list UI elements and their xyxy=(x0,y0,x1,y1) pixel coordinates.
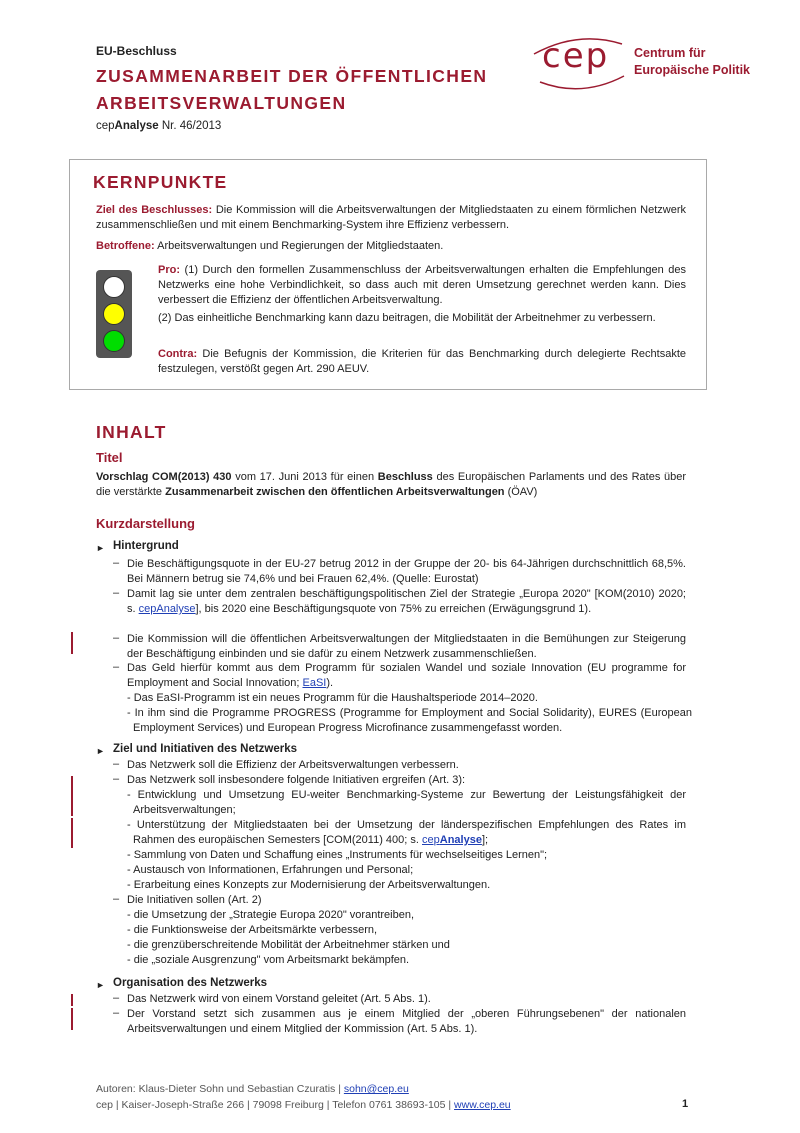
traffic-light-middle-icon xyxy=(103,303,125,325)
kurzdarstellung-heading: Kurzdarstellung xyxy=(96,516,195,531)
sub-list-item: - Austausch von Informationen, Erfahrungen und Personal; xyxy=(127,864,414,876)
sub-list-item: - die „soziale Ausgrenzung" vom Arbeitsmarkt bekämpfen. xyxy=(127,954,410,966)
titel-beschluss: Beschluss xyxy=(377,471,433,483)
footer-address xyxy=(96,1099,511,1111)
list-item: Die Kommission will die öffentlichen Arbeitsverwaltungen der Mitgliedstaaten in die Bemühungen zur Steigerung der Beschäftigung einbinden und sie dafür zu einem Netzwerk zusammenschließen. xyxy=(127,633,686,660)
dash-icon: – xyxy=(113,632,120,644)
bullet-arrow-icon: ► xyxy=(96,746,105,756)
list-item: Das Netzwerk soll die Effizienz der Arbeitsverwaltungen verbessern. xyxy=(127,759,459,771)
footer-email-link[interactable]: sohn@cep.eu xyxy=(343,1083,409,1095)
list-item-text: ). xyxy=(326,677,334,689)
titel-proposal: Vorschlag COM(2013) 430 xyxy=(96,471,232,483)
bullet-arrow-icon: ► xyxy=(96,543,105,553)
cepanalyse-link[interactable]: cepAnalyse xyxy=(422,834,482,846)
sub-list-item: - die Funktionsweise der Arbeitsmärkte verbessern, xyxy=(127,924,378,936)
betroffene-paragraph xyxy=(96,239,686,254)
ziel-text: Die Kommission will die Arbeitsverwaltungen der Mitgliedstaaten zu einem förmlichen Netzwerk zusammenschließen und mit einem Benchmarking-System ihre Effizienz verbessern. xyxy=(96,204,686,231)
list-item: Der Vorstand setzt sich zusammen aus je einem Mitglied der „oberen Führungsebenen" der nationalen Arbeitsverwaltungen und einem Mitglied der Kommission (Art. 5 Abs. 1). xyxy=(127,1008,686,1035)
bullet-arrow-icon: ► xyxy=(96,980,105,990)
section-ziel-title: Ziel und Initiativen des Netzwerks xyxy=(113,743,298,755)
easi-link[interactable]: EaSI xyxy=(302,677,327,689)
betroffene-text: Arbeitsverwaltungen und Regierungen der Mitgliedstaaten. xyxy=(154,240,444,252)
change-marker xyxy=(71,632,73,654)
titel-text-2: des Europäischen Parlaments und des Rates über die verstärkte xyxy=(96,471,687,498)
sub-list-item-text: ]; xyxy=(481,834,489,846)
document-type: EU-Beschluss xyxy=(96,44,177,58)
traffic-light-bottom-icon xyxy=(103,330,125,352)
titel-text-3: (ÖAV) xyxy=(504,486,538,498)
logo-line-1: Centrum für xyxy=(634,46,706,60)
dash-icon: – xyxy=(113,557,120,569)
sub-list-item: - die Umsetzung der „Strategie Europa 2020" vorantreiben, xyxy=(127,909,415,921)
change-marker xyxy=(71,994,73,1006)
footer-website-link[interactable]: www.cep.eu xyxy=(454,1099,511,1111)
sub-list-item-text: - Unterstützung der Mitgliedstaaten bei der Umsetzung der länderspezifischen Empfehlungen des Rates im Rahmen des europäischen Semesters [COM(2011) 400; s. xyxy=(127,819,686,846)
sub-list-item: - die grenzüberschreitende Mobilität der Arbeitnehmer stärken und xyxy=(127,939,450,951)
contra-label: Contra: xyxy=(158,348,198,360)
section-hintergrund-title: Hintergrund xyxy=(113,540,179,552)
list-item: Das Netzwerk wird von einem Vorstand geleitet (Art. 5 Abs. 1). xyxy=(127,993,431,1005)
footer-address-text: cep | Kaiser-Joseph-Straße 266 | 79098 Freiburg | Telefon 0761 38693-105 | xyxy=(96,1099,455,1111)
cep-logo xyxy=(526,32,766,92)
analyse-number xyxy=(96,120,221,132)
dash-icon: – xyxy=(113,773,120,785)
list-item: Die Initiativen sollen (Art. 2) xyxy=(127,894,262,906)
pro-paragraph-2: (2) Das einheitliche Benchmarking kann dazu beitragen, die Mobilität der Arbeitnehmer zu verbessern. xyxy=(158,312,656,324)
contra-text: Die Befugnis der Kommission, die Kriterien für das Benchmarking durch delegierte Rechtsakte festzulegen, verstößt gegen Art. 290 AEUV. xyxy=(158,348,686,375)
traffic-light-icon xyxy=(96,270,132,358)
change-marker xyxy=(71,818,73,848)
footer-authors-text: Autoren: Klaus-Dieter Sohn und Sebastian Czuratis | xyxy=(96,1083,344,1095)
change-marker xyxy=(71,776,73,816)
ziel-label: Ziel des Beschlusses: xyxy=(96,204,213,216)
betroffene-label: Betroffene: xyxy=(96,240,155,252)
dash-icon: – xyxy=(113,758,120,770)
analyse-nr: Nr. 46/2013 xyxy=(158,120,222,132)
list-item-text: Das Geld hierfür kommt aus dem Programm für sozialen Wandel und soziale Innovation (EU programme for Employment and Social Innovation; xyxy=(127,662,686,689)
sub-list-item: - In ihm sind die Programme PROGRESS (Programme for Employment and Social Solidarity), EURES (European Employment Services) und European Progress Microfinance zusammengefasst worden. xyxy=(127,707,692,734)
pro-paragraph xyxy=(158,263,686,308)
titel-subject: Zusammenarbeit zwischen den öffentlichen Arbeitsverwaltungen xyxy=(165,486,505,498)
page-number: 1 xyxy=(682,1098,689,1110)
list-item xyxy=(127,661,686,691)
inhalt-title: INHALT xyxy=(96,422,167,442)
pro-label: Pro: xyxy=(158,264,180,276)
titel-heading: Titel xyxy=(96,450,123,465)
titel-paragraph xyxy=(96,470,686,500)
list-item xyxy=(127,587,686,617)
logo-mark: cep xyxy=(542,36,610,76)
dash-icon: – xyxy=(113,661,120,673)
dash-icon: – xyxy=(113,992,120,1004)
analyse-prefix: cep xyxy=(96,120,115,132)
cepanalyse-link[interactable]: cepAnalyse xyxy=(138,603,196,615)
logo-text xyxy=(634,45,750,79)
sub-list-item: - Sammlung von Daten und Schaffung eines „Instruments für wechselseitiges Lernen"; xyxy=(127,849,548,861)
list-item-text: Damit lag sie unter dem zentralen beschäftigungspolitischen Ziel der Strategie „Europa 2020" [KOM(2010) 2020; s. xyxy=(127,588,686,615)
dash-icon: – xyxy=(113,893,120,905)
logo-line-2: Europäische Politik xyxy=(634,63,751,77)
footer-authors xyxy=(96,1083,409,1095)
sub-list-item xyxy=(127,818,686,848)
contra-paragraph xyxy=(158,347,686,377)
change-marker xyxy=(71,1008,73,1030)
list-item-text: ], bis 2020 eine Beschäftigungsquote von 75% zu erreichen (Erwägungsgrund 1). xyxy=(195,603,592,615)
traffic-light-top-icon xyxy=(103,276,125,298)
pro-text-1: (1) Durch den formellen Zusammenschluss der Arbeitsverwaltungen erhalten die Empfehlungen des Netzwerks eine hohe Verbindlichkeit, so dass auch mit deren Umsetzung gerechnet werden kann. Dies verbessert die Effizienz der öffentlichen Arbeitsverwaltung. xyxy=(158,264,686,306)
sub-list-item: - Entwicklung und Umsetzung EU-weiter Benchmarking-Systeme zur Bewertung der Leistungsfähigkeit der Arbeitsverwaltungen; xyxy=(127,789,686,816)
analyse-word: Analyse xyxy=(114,120,159,132)
sub-list-item: - Das EaSI-Programm ist ein neues Programm für die Haushaltsperiode 2014–2020. xyxy=(127,692,538,704)
section-organisation-title: Organisation des Netzwerks xyxy=(113,977,268,989)
list-item: Das Netzwerk soll insbesondere folgende Initiativen ergreifen (Art. 3): xyxy=(127,774,466,786)
document-title: ZUSAMMENARBEIT DER ÖFFENTLICHEN ARBEITSVERWALTUNGEN xyxy=(96,66,488,113)
ziel-paragraph xyxy=(96,203,686,233)
titel-text-1: vom 17. Juni 2013 für einen xyxy=(231,471,378,483)
sub-list-item: - Erarbeitung eines Konzepts zur Modernisierung der Arbeitsverwaltungen. xyxy=(127,879,491,891)
list-item: Die Beschäftigungsquote in der EU-27 betrug 2012 in der Gruppe der 20- bis 64-Jährigen durchschnittlich 68,5%. Bei Männern betrug sie 74,6% und bei Frauen 62,4%. (Quelle: Eurostat) xyxy=(127,558,686,585)
kernpunkte-title: KERNPUNKTE xyxy=(93,172,228,192)
dash-icon: – xyxy=(113,1007,120,1019)
dash-icon: – xyxy=(113,587,120,599)
